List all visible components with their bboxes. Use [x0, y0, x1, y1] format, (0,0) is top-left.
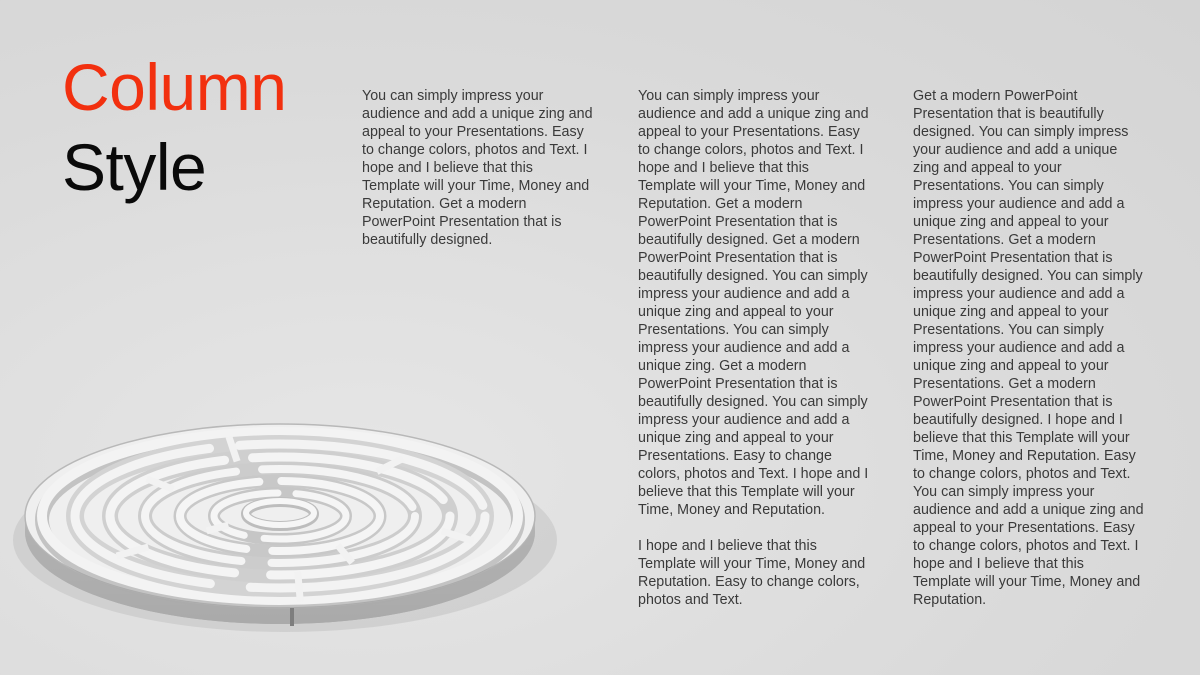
column-1-paragraph-1: You can simply impress your audience and add a unique zing and appeal to your Presentations. Easy to change colors, photos and Text. I hope and I believe that this Template will your Time, Money and Reputation. Get a modern PowerPoint Presentation that is beautifully designed.: [362, 88, 593, 248]
title-line-style: Style: [62, 130, 207, 204]
slide-title: [62, 50, 287, 204]
text-column-1: [362, 87, 594, 249]
column-3-paragraph-1: Get a modern PowerPoint Presentation that is beautifully designed. You can simply impress your audience and add a unique zing and appeal to your Presentations. You can simply impress your audience and add a unique zing and appeal to your Presentations. Get a modern PowerPoint Presentation that is beautifully designed. You can simply impress your audience and add a unique zing and appeal to your Presentations. You can simply impress your audience and add a unique zing and appeal to your Presentations. Get a modern PowerPoint Presentation that is beautifully designed. I hope and I believe that this Template will your Time, Money and Reputation. Easy to change colors, photos and Text. You can simply impress your audience and add a unique zing and appeal to your Presentations. Easy to change colors, photos and Text. I hope and I believe that this Template will your Time, Money and Reputation.: [913, 88, 1144, 608]
circular-maze-image: [0, 370, 600, 670]
text-column-2: [638, 87, 870, 609]
text-column-3: [913, 87, 1145, 609]
title-line-column: Column: [62, 50, 287, 124]
column-2-paragraph-1: You can simply impress your audience and add a unique zing and appeal to your Presentations. Easy to change colors, photos and Text. I hope and I believe that this Template will your Time, Money and Reputation. Get a modern PowerPoint Presentation that is beautifully designed. Get a modern PowerPoint Presentation that is beautifully designed. You can simply impress your audience and add a unique zing and appeal to your Presentations. You can simply impress your audience and add a unique zing. Get a modern PowerPoint Presentation that is beautifully designed. You can simply impress your audience and add a unique zing and appeal to your Presentations. Easy to change colors, photos and Text. I hope and I believe that this Template will your Time, Money and Reputation.: [638, 88, 869, 518]
column-2-paragraph-2: I hope and I believe that this Template will your Time, Money and Reputation. Easy to change colors, photos and Text.: [638, 538, 866, 608]
